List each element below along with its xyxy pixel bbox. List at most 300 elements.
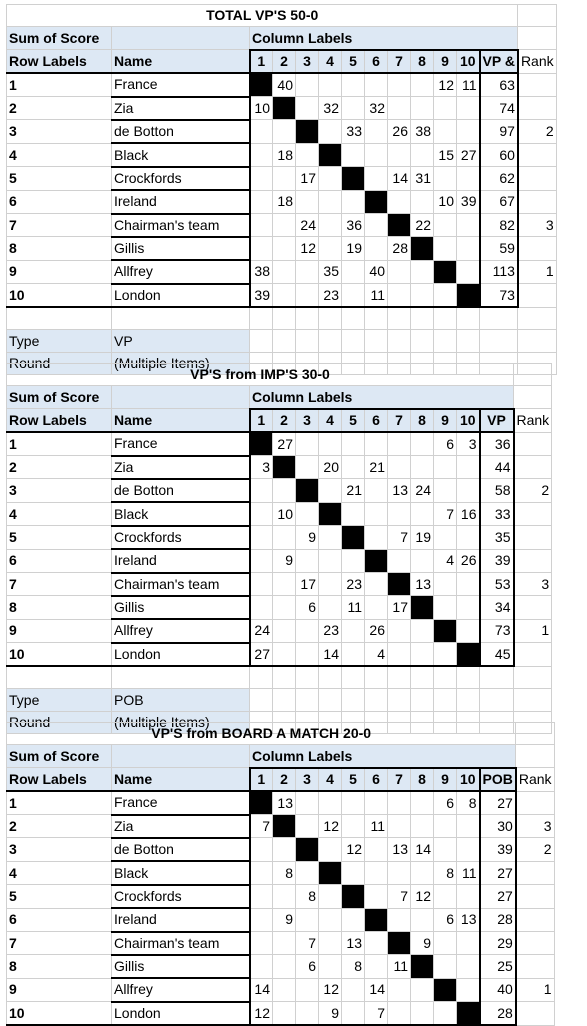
team-name[interactable]: Chairman's team bbox=[112, 932, 250, 955]
empty-cell[interactable] bbox=[480, 666, 514, 689]
score-cell[interactable]: 3 bbox=[250, 456, 273, 479]
total-cell[interactable]: 40 bbox=[480, 978, 516, 1001]
column-number-9[interactable]: 9 bbox=[434, 409, 457, 432]
score-cell[interactable] bbox=[273, 838, 296, 861]
score-cell[interactable] bbox=[434, 97, 457, 120]
score-cell[interactable] bbox=[250, 143, 273, 166]
diagonal-cell[interactable] bbox=[250, 73, 273, 96]
row-label[interactable]: 6 bbox=[7, 190, 112, 213]
total-cell[interactable]: 28 bbox=[480, 1002, 516, 1025]
rank-cell[interactable] bbox=[514, 432, 552, 455]
empty-cell[interactable] bbox=[480, 330, 518, 352]
score-cell[interactable] bbox=[296, 815, 319, 838]
score-cell[interactable]: 8 bbox=[296, 885, 319, 908]
empty-cell[interactable] bbox=[457, 689, 480, 711]
score-cell[interactable] bbox=[250, 885, 273, 908]
score-cell[interactable] bbox=[457, 97, 480, 120]
score-cell[interactable] bbox=[365, 955, 388, 978]
score-cell[interactable]: 22 bbox=[411, 214, 434, 237]
filter-round-label[interactable]: Round bbox=[7, 711, 112, 733]
score-cell[interactable] bbox=[434, 955, 457, 978]
diagonal-cell[interactable] bbox=[388, 573, 411, 596]
empty-cell[interactable] bbox=[365, 330, 388, 352]
score-cell[interactable]: 4 bbox=[434, 549, 457, 572]
row-label[interactable]: 7 bbox=[7, 932, 112, 955]
column-number-1[interactable]: 1 bbox=[250, 768, 273, 791]
score-cell[interactable]: 8 bbox=[457, 791, 480, 814]
row-label[interactable]: 3 bbox=[7, 120, 112, 143]
empty-cell[interactable] bbox=[250, 307, 273, 330]
empty-cell[interactable] bbox=[273, 330, 296, 352]
score-cell[interactable] bbox=[457, 596, 480, 619]
column-number-7[interactable]: 7 bbox=[388, 50, 411, 73]
total-cell[interactable]: 97 bbox=[480, 120, 518, 143]
name-header[interactable]: Name bbox=[112, 768, 250, 791]
score-cell[interactable]: 8 bbox=[342, 955, 365, 978]
total-cell[interactable]: 29 bbox=[480, 932, 516, 955]
column-number-5[interactable]: 5 bbox=[342, 409, 365, 432]
empty-cell[interactable] bbox=[480, 307, 518, 330]
score-cell[interactable] bbox=[273, 573, 296, 596]
score-cell[interactable] bbox=[273, 978, 296, 1001]
row-label[interactable]: 8 bbox=[7, 237, 112, 260]
score-cell[interactable] bbox=[296, 908, 319, 931]
score-cell[interactable] bbox=[296, 978, 319, 1001]
score-cell[interactable] bbox=[388, 978, 411, 1001]
score-cell[interactable] bbox=[457, 456, 480, 479]
score-cell[interactable] bbox=[457, 260, 480, 283]
score-cell[interactable] bbox=[296, 284, 319, 307]
row-label[interactable]: 7 bbox=[7, 573, 112, 596]
score-cell[interactable] bbox=[365, 885, 388, 908]
diagonal-cell[interactable] bbox=[365, 908, 388, 931]
rank-cell[interactable] bbox=[514, 643, 552, 666]
score-cell[interactable] bbox=[434, 214, 457, 237]
score-cell[interactable] bbox=[388, 861, 411, 884]
row-label[interactable]: 5 bbox=[7, 167, 112, 190]
empty-cell[interactable] bbox=[518, 330, 556, 352]
score-cell[interactable] bbox=[319, 479, 342, 502]
score-cell[interactable]: 36 bbox=[342, 214, 365, 237]
score-cell[interactable] bbox=[296, 791, 319, 814]
score-cell[interactable] bbox=[250, 190, 273, 213]
score-cell[interactable] bbox=[296, 432, 319, 455]
empty-cell[interactable] bbox=[273, 689, 296, 711]
total-cell[interactable]: 35 bbox=[480, 526, 514, 549]
score-cell[interactable] bbox=[342, 456, 365, 479]
team-name[interactable]: London bbox=[112, 284, 250, 307]
rank-header[interactable]: Rank bbox=[516, 768, 554, 791]
empty-cell[interactable] bbox=[365, 689, 388, 711]
score-cell[interactable] bbox=[365, 143, 388, 166]
score-cell[interactable] bbox=[273, 284, 296, 307]
score-cell[interactable] bbox=[319, 190, 342, 213]
rank-cell[interactable]: 1 bbox=[518, 260, 556, 283]
score-cell[interactable]: 13 bbox=[273, 791, 296, 814]
score-cell[interactable] bbox=[365, 479, 388, 502]
score-cell[interactable] bbox=[296, 73, 319, 96]
score-cell[interactable]: 35 bbox=[319, 260, 342, 283]
team-name[interactable]: Allfrey bbox=[112, 619, 250, 642]
row-label[interactable]: 8 bbox=[7, 596, 112, 619]
empty-cell[interactable] bbox=[516, 745, 554, 768]
score-cell[interactable] bbox=[365, 502, 388, 525]
empty-cell[interactable] bbox=[516, 723, 554, 745]
score-cell[interactable]: 8 bbox=[434, 861, 457, 884]
score-cell[interactable] bbox=[273, 479, 296, 502]
score-cell[interactable] bbox=[342, 143, 365, 166]
row-label[interactable]: 2 bbox=[7, 97, 112, 120]
score-cell[interactable]: 7 bbox=[365, 1002, 388, 1025]
score-cell[interactable] bbox=[250, 908, 273, 931]
score-cell[interactable] bbox=[273, 526, 296, 549]
score-cell[interactable]: 17 bbox=[296, 573, 319, 596]
score-cell[interactable]: 23 bbox=[342, 573, 365, 596]
rank-cell[interactable] bbox=[518, 237, 556, 260]
row-label[interactable]: 2 bbox=[7, 456, 112, 479]
score-cell[interactable]: 14 bbox=[388, 167, 411, 190]
rank-cell[interactable] bbox=[516, 861, 554, 884]
score-cell[interactable] bbox=[296, 97, 319, 120]
rank-header[interactable]: Rank bbox=[514, 409, 552, 432]
empty-cell[interactable] bbox=[518, 5, 556, 27]
column-number-9[interactable]: 9 bbox=[434, 50, 457, 73]
score-cell[interactable]: 14 bbox=[365, 978, 388, 1001]
diagonal-cell[interactable] bbox=[296, 479, 319, 502]
score-cell[interactable] bbox=[365, 432, 388, 455]
score-cell[interactable] bbox=[319, 549, 342, 572]
score-cell[interactable] bbox=[388, 260, 411, 283]
empty-cell[interactable] bbox=[7, 666, 112, 689]
score-cell[interactable]: 9 bbox=[411, 932, 434, 955]
rank-cell[interactable]: 3 bbox=[516, 815, 554, 838]
score-cell[interactable]: 11 bbox=[388, 955, 411, 978]
score-cell[interactable] bbox=[319, 237, 342, 260]
score-cell[interactable] bbox=[296, 190, 319, 213]
score-cell[interactable] bbox=[319, 432, 342, 455]
pivot-header-spacer[interactable] bbox=[112, 745, 250, 768]
total-cell[interactable]: 36 bbox=[480, 432, 514, 455]
score-cell[interactable] bbox=[434, 573, 457, 596]
column-number-10[interactable]: 10 bbox=[457, 50, 480, 73]
score-cell[interactable] bbox=[365, 214, 388, 237]
score-cell[interactable] bbox=[319, 214, 342, 237]
diagonal-cell[interactable] bbox=[296, 120, 319, 143]
row-label[interactable]: 1 bbox=[7, 73, 112, 96]
score-cell[interactable]: 24 bbox=[296, 214, 319, 237]
row-label[interactable]: 2 bbox=[7, 815, 112, 838]
empty-cell[interactable] bbox=[7, 307, 112, 330]
score-cell[interactable] bbox=[457, 120, 480, 143]
empty-cell[interactable] bbox=[342, 307, 365, 330]
filter-round-label[interactable]: Round bbox=[7, 352, 112, 374]
team-name[interactable]: de Botton bbox=[112, 479, 250, 502]
diagonal-cell[interactable] bbox=[319, 861, 342, 884]
empty-cell[interactable] bbox=[518, 307, 556, 330]
diagonal-cell[interactable] bbox=[411, 955, 434, 978]
score-cell[interactable] bbox=[365, 838, 388, 861]
diagonal-cell[interactable] bbox=[457, 643, 480, 666]
score-cell[interactable]: 13 bbox=[342, 932, 365, 955]
empty-cell[interactable] bbox=[411, 330, 434, 352]
score-cell[interactable] bbox=[365, 573, 388, 596]
score-cell[interactable] bbox=[365, 237, 388, 260]
column-number-7[interactable]: 7 bbox=[388, 768, 411, 791]
row-label[interactable]: 8 bbox=[7, 955, 112, 978]
score-cell[interactable]: 7 bbox=[250, 815, 273, 838]
column-number-3[interactable]: 3 bbox=[296, 768, 319, 791]
diagonal-cell[interactable] bbox=[319, 502, 342, 525]
score-cell[interactable]: 11 bbox=[365, 815, 388, 838]
team-name[interactable]: Gillis bbox=[112, 237, 250, 260]
team-name[interactable]: Allfrey bbox=[112, 978, 250, 1001]
team-name[interactable]: Black bbox=[112, 143, 250, 166]
row-label[interactable]: 9 bbox=[7, 619, 112, 642]
diagonal-cell[interactable] bbox=[273, 97, 296, 120]
score-cell[interactable]: 6 bbox=[434, 908, 457, 931]
row-label[interactable]: 9 bbox=[7, 260, 112, 283]
score-cell[interactable]: 26 bbox=[365, 619, 388, 642]
score-cell[interactable] bbox=[319, 838, 342, 861]
diagonal-cell[interactable] bbox=[388, 932, 411, 955]
score-cell[interactable] bbox=[457, 167, 480, 190]
score-cell[interactable]: 6 bbox=[434, 791, 457, 814]
team-name[interactable]: Ireland bbox=[112, 190, 250, 213]
score-cell[interactable] bbox=[319, 596, 342, 619]
rank-cell[interactable] bbox=[518, 73, 556, 96]
score-cell[interactable]: 26 bbox=[388, 120, 411, 143]
score-cell[interactable] bbox=[250, 955, 273, 978]
pivot-header-spacer[interactable] bbox=[112, 27, 250, 50]
score-cell[interactable] bbox=[296, 260, 319, 283]
score-cell[interactable] bbox=[250, 861, 273, 884]
score-cell[interactable] bbox=[250, 526, 273, 549]
empty-cell[interactable] bbox=[388, 307, 411, 330]
diagonal-cell[interactable] bbox=[250, 791, 273, 814]
empty-cell[interactable] bbox=[319, 689, 342, 711]
score-cell[interactable] bbox=[342, 73, 365, 96]
score-cell[interactable]: 12 bbox=[342, 838, 365, 861]
diagonal-cell[interactable] bbox=[457, 1002, 480, 1025]
row-label[interactable]: 7 bbox=[7, 214, 112, 237]
row-labels-header[interactable]: Row Labels bbox=[7, 50, 112, 73]
score-cell[interactable] bbox=[388, 619, 411, 642]
score-cell[interactable] bbox=[388, 643, 411, 666]
row-label[interactable]: 10 bbox=[7, 643, 112, 666]
column-number-1[interactable]: 1 bbox=[250, 50, 273, 73]
score-cell[interactable] bbox=[273, 885, 296, 908]
score-cell[interactable] bbox=[388, 456, 411, 479]
rank-cell[interactable] bbox=[518, 190, 556, 213]
score-cell[interactable]: 10 bbox=[250, 97, 273, 120]
rank-cell[interactable] bbox=[514, 596, 552, 619]
score-cell[interactable]: 38 bbox=[250, 260, 273, 283]
score-cell[interactable]: 13 bbox=[388, 479, 411, 502]
score-cell[interactable] bbox=[457, 237, 480, 260]
column-number-2[interactable]: 2 bbox=[273, 409, 296, 432]
total-cell[interactable]: 39 bbox=[480, 838, 516, 861]
score-cell[interactable]: 10 bbox=[434, 190, 457, 213]
total-cell[interactable]: 33 bbox=[480, 502, 514, 525]
filter-round-value[interactable]: (Multiple Items) bbox=[112, 711, 250, 733]
score-cell[interactable] bbox=[273, 237, 296, 260]
diagonal-cell[interactable] bbox=[411, 596, 434, 619]
score-cell[interactable]: 32 bbox=[319, 97, 342, 120]
score-cell[interactable] bbox=[273, 596, 296, 619]
score-cell[interactable] bbox=[250, 596, 273, 619]
column-number-1[interactable]: 1 bbox=[250, 409, 273, 432]
name-header[interactable]: Name bbox=[112, 409, 250, 432]
score-cell[interactable] bbox=[457, 932, 480, 955]
empty-cell[interactable] bbox=[388, 330, 411, 352]
row-labels-header[interactable]: Row Labels bbox=[7, 409, 112, 432]
score-cell[interactable] bbox=[434, 237, 457, 260]
empty-cell[interactable] bbox=[296, 330, 319, 352]
score-cell[interactable]: 13 bbox=[411, 573, 434, 596]
rank-cell[interactable]: 1 bbox=[514, 619, 552, 642]
row-label[interactable]: 5 bbox=[7, 526, 112, 549]
row-label[interactable]: 6 bbox=[7, 908, 112, 931]
score-cell[interactable] bbox=[342, 791, 365, 814]
score-cell[interactable]: 12 bbox=[319, 815, 342, 838]
column-labels-header[interactable]: Column Labels bbox=[250, 386, 514, 409]
score-cell[interactable] bbox=[411, 97, 434, 120]
team-name[interactable]: France bbox=[112, 791, 250, 814]
score-cell[interactable] bbox=[365, 596, 388, 619]
score-cell[interactable] bbox=[388, 97, 411, 120]
score-cell[interactable] bbox=[273, 643, 296, 666]
team-name[interactable]: Allfrey bbox=[112, 260, 250, 283]
score-cell[interactable]: 12 bbox=[411, 885, 434, 908]
score-cell[interactable] bbox=[319, 73, 342, 96]
total-cell[interactable]: 60 bbox=[480, 143, 518, 166]
score-cell[interactable]: 14 bbox=[319, 643, 342, 666]
total-cell[interactable]: 45 bbox=[480, 643, 514, 666]
score-cell[interactable]: 17 bbox=[388, 596, 411, 619]
score-cell[interactable]: 16 bbox=[457, 502, 480, 525]
score-cell[interactable] bbox=[365, 120, 388, 143]
score-cell[interactable] bbox=[319, 955, 342, 978]
empty-cell[interactable] bbox=[388, 689, 411, 711]
score-cell[interactable]: 8 bbox=[273, 861, 296, 884]
empty-cell[interactable] bbox=[411, 689, 434, 711]
score-cell[interactable] bbox=[388, 432, 411, 455]
total-cell[interactable]: 73 bbox=[480, 619, 514, 642]
score-cell[interactable]: 33 bbox=[342, 120, 365, 143]
column-number-8[interactable]: 8 bbox=[411, 409, 434, 432]
empty-cell[interactable] bbox=[514, 386, 552, 409]
empty-cell[interactable] bbox=[514, 364, 552, 386]
total-cell[interactable]: 82 bbox=[480, 214, 518, 237]
score-cell[interactable] bbox=[411, 190, 434, 213]
score-cell[interactable] bbox=[365, 167, 388, 190]
score-cell[interactable] bbox=[365, 73, 388, 96]
score-cell[interactable] bbox=[250, 838, 273, 861]
total-cell[interactable]: 28 bbox=[480, 908, 516, 931]
team-name[interactable]: London bbox=[112, 1002, 250, 1025]
score-cell[interactable] bbox=[296, 861, 319, 884]
score-cell[interactable] bbox=[411, 432, 434, 455]
row-label[interactable]: 5 bbox=[7, 885, 112, 908]
total-cell[interactable]: 25 bbox=[480, 955, 516, 978]
rank-cell[interactable] bbox=[516, 955, 554, 978]
diagonal-cell[interactable] bbox=[457, 284, 480, 307]
score-cell[interactable] bbox=[457, 479, 480, 502]
row-label[interactable]: 3 bbox=[7, 838, 112, 861]
score-cell[interactable]: 15 bbox=[434, 143, 457, 166]
column-number-7[interactable]: 7 bbox=[388, 409, 411, 432]
empty-cell[interactable] bbox=[273, 666, 296, 689]
empty-cell[interactable] bbox=[296, 666, 319, 689]
empty-cell[interactable] bbox=[296, 689, 319, 711]
score-cell[interactable] bbox=[457, 838, 480, 861]
score-cell[interactable] bbox=[457, 978, 480, 1001]
score-cell[interactable] bbox=[434, 479, 457, 502]
score-cell[interactable] bbox=[434, 885, 457, 908]
diagonal-cell[interactable] bbox=[365, 549, 388, 572]
score-cell[interactable] bbox=[434, 456, 457, 479]
rank-cell[interactable]: 3 bbox=[518, 214, 556, 237]
score-cell[interactable]: 13 bbox=[388, 838, 411, 861]
score-cell[interactable] bbox=[250, 479, 273, 502]
sum-of-score-label[interactable]: Sum of Score bbox=[7, 745, 112, 768]
score-cell[interactable]: 21 bbox=[342, 479, 365, 502]
score-cell[interactable] bbox=[342, 432, 365, 455]
score-cell[interactable]: 7 bbox=[296, 932, 319, 955]
diagonal-cell[interactable] bbox=[250, 432, 273, 455]
score-cell[interactable] bbox=[411, 1002, 434, 1025]
row-label[interactable]: 4 bbox=[7, 502, 112, 525]
score-cell[interactable] bbox=[273, 955, 296, 978]
score-cell[interactable] bbox=[411, 549, 434, 572]
score-cell[interactable]: 11 bbox=[365, 284, 388, 307]
score-cell[interactable] bbox=[434, 167, 457, 190]
score-cell[interactable]: 4 bbox=[365, 643, 388, 666]
score-cell[interactable] bbox=[411, 73, 434, 96]
total-header[interactable]: VP bbox=[480, 409, 514, 432]
rank-cell[interactable] bbox=[514, 549, 552, 572]
score-cell[interactable]: 3 bbox=[457, 432, 480, 455]
column-number-10[interactable]: 10 bbox=[457, 768, 480, 791]
empty-cell[interactable] bbox=[319, 666, 342, 689]
empty-cell[interactable] bbox=[411, 307, 434, 330]
score-cell[interactable]: 19 bbox=[342, 237, 365, 260]
score-cell[interactable]: 12 bbox=[434, 73, 457, 96]
score-cell[interactable] bbox=[342, 190, 365, 213]
score-cell[interactable] bbox=[411, 643, 434, 666]
score-cell[interactable]: 17 bbox=[296, 167, 319, 190]
score-cell[interactable] bbox=[388, 73, 411, 96]
score-cell[interactable]: 31 bbox=[411, 167, 434, 190]
score-cell[interactable]: 18 bbox=[273, 143, 296, 166]
column-number-6[interactable]: 6 bbox=[365, 768, 388, 791]
pivot-header-spacer[interactable] bbox=[112, 386, 250, 409]
rank-cell[interactable] bbox=[514, 502, 552, 525]
score-cell[interactable]: 7 bbox=[388, 526, 411, 549]
team-name[interactable]: France bbox=[112, 432, 250, 455]
column-number-2[interactable]: 2 bbox=[273, 768, 296, 791]
score-cell[interactable] bbox=[434, 596, 457, 619]
score-cell[interactable]: 9 bbox=[319, 1002, 342, 1025]
column-number-4[interactable]: 4 bbox=[319, 409, 342, 432]
score-cell[interactable]: 14 bbox=[411, 838, 434, 861]
score-cell[interactable]: 12 bbox=[319, 978, 342, 1001]
empty-cell[interactable] bbox=[411, 666, 434, 689]
rank-cell[interactable]: 1 bbox=[516, 978, 554, 1001]
row-label[interactable]: 4 bbox=[7, 861, 112, 884]
rank-cell[interactable]: 3 bbox=[514, 573, 552, 596]
score-cell[interactable]: 24 bbox=[411, 479, 434, 502]
